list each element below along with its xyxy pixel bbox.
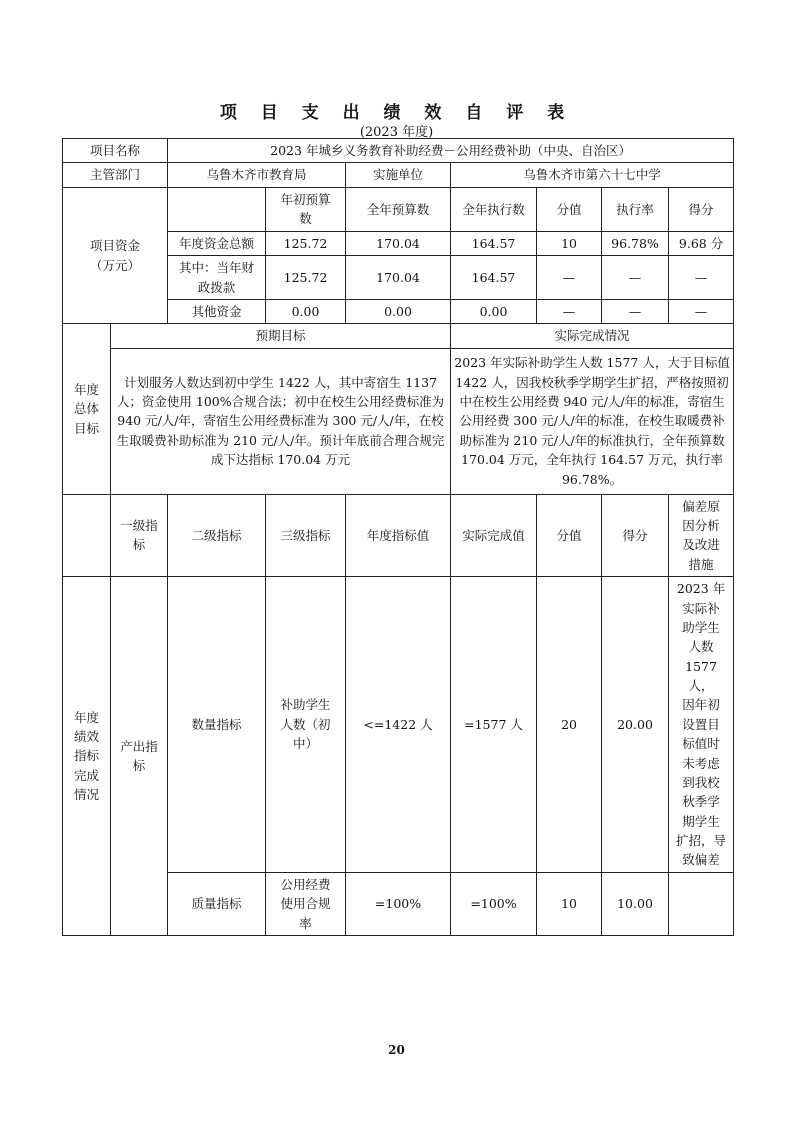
level1-output: 产出指 标 <box>111 577 168 936</box>
header-actual: 实际完成值 <box>451 494 537 577</box>
funds-header-initial: 年初预算 数 <box>266 187 346 231</box>
funds-cell-executed: 164.57 <box>451 256 537 300</box>
funds-header-row <box>63 187 734 231</box>
funds-header-annual: 全年预算数 <box>346 187 451 231</box>
actual-goal-text: 2023 年实际补助学生人数 1577 人，大于目标值 1422 人，因我校秋季学期学生扩招，严格按照初中在校生公用经费 940 元/人/年的标准，寄宿生公用经费 300 元/人/年的标准，在校生取暖费补助标准为 210 元/人/年的标准执行，全年预算数 170.04 万元，全年执行 164.57 万元，执行率 96.78%。 <box>451 348 734 494</box>
funds-cell-rate: 96.78% <box>602 231 669 255</box>
page-subtitle: (2023 年度) <box>359 125 434 140</box>
funds-header-blank <box>168 187 266 231</box>
funds-cell-initial: 125.72 <box>266 256 346 300</box>
indicator-row-quantity <box>63 577 734 873</box>
funds-cell-annual: 0.00 <box>346 299 451 323</box>
level2-cell: 质量指标 <box>168 872 266 935</box>
goals-content-row <box>63 348 734 494</box>
score-cell: 10.00 <box>602 872 669 935</box>
funds-cell-rate: — <box>602 299 669 323</box>
funds-cell-score: — <box>669 299 734 323</box>
score-cell: 20.00 <box>602 577 669 873</box>
project-name-label: 项目名称 <box>63 139 168 163</box>
expected-goal-header: 预期目标 <box>111 324 451 348</box>
actual-cell: =1577 人 <box>451 577 537 873</box>
indicator-header-blank <box>63 494 111 577</box>
indicator-header-row <box>63 494 734 577</box>
header-target: 年度指标值 <box>346 494 451 577</box>
funds-cell-annual: 170.04 <box>346 256 451 300</box>
score-value-cell: 10 <box>537 872 602 935</box>
funds-header-score: 得分 <box>669 187 734 231</box>
goals-label: 年度 总体 目标 <box>63 324 111 494</box>
funds-cell-executed: 0.00 <box>451 299 537 323</box>
impl-value: 乌鲁木齐市第六十七中学 <box>451 163 734 187</box>
expected-goal-text: 计划服务人数达到初中学生 1422 人，其中寄宿生 1137 人；资金使用 100%合规合法；初中在校生公用经费标准为 940 元/人/年，寄宿生公用经费标准为 300 元/人/年，在校生取暖费补助标准为 210 元/人/年。预计年底前合理合规完成下达指标 170.04 万元 <box>111 348 451 494</box>
deviation-cell <box>669 872 734 935</box>
project-name-row <box>63 139 734 163</box>
level3-cell: 补助学生 人数（初 中） <box>266 577 346 873</box>
funds-header-executed: 全年执行数 <box>451 187 537 231</box>
funds-cell-initial: 125.72 <box>266 231 346 255</box>
header-deviation: 偏差原 因分析 及改进 措施 <box>669 494 734 577</box>
evaluation-table <box>62 138 734 936</box>
funds-label: 项目资金 （万元） <box>63 187 168 324</box>
level3-cell: 公用经费 使用合规 率 <box>266 872 346 935</box>
header-score: 得分 <box>602 494 669 577</box>
header-level2: 二级指标 <box>168 494 266 577</box>
funds-header-rate: 执行率 <box>602 187 669 231</box>
deviation-cell: 2023 年 实际补 助学生 人数 1577 人， 因年初 设置目 标值时 未考虑 到我校 秋季学 期学生 扩招，导 致偏差 <box>669 577 734 873</box>
dept-label: 主管部门 <box>63 163 168 187</box>
target-cell: =100% <box>346 872 451 935</box>
funds-cell-initial: 0.00 <box>266 299 346 323</box>
funds-cell-rate: — <box>602 256 669 300</box>
funds-cell-executed: 164.57 <box>451 231 537 255</box>
funds-row-label: 其中：当年财 政拨款 <box>168 256 266 300</box>
indicator-section-label: 年度 绩效 指标 完成 情况 <box>63 577 111 936</box>
actual-cell: =100% <box>451 872 537 935</box>
target-cell: <=1422 人 <box>346 577 451 873</box>
header-level1: 一级指 标 <box>111 494 168 577</box>
score-value-cell: 20 <box>537 577 602 873</box>
level2-cell: 数量指标 <box>168 577 266 873</box>
department-row <box>63 163 734 187</box>
impl-label: 实施单位 <box>346 163 451 187</box>
project-name-value: 2023 年城乡义务教育补助经费－公用经费补助（中央、自治区） <box>168 139 734 163</box>
actual-goal-header: 实际完成情况 <box>451 324 734 348</box>
funds-header-score-value: 分值 <box>537 187 602 231</box>
header-level3: 三级指标 <box>266 494 346 577</box>
funds-cell-score: — <box>669 256 734 300</box>
funds-cell-score-value: 10 <box>537 231 602 255</box>
goals-header-row <box>63 324 734 348</box>
header-score-value: 分值 <box>537 494 602 577</box>
page-title: 项 目 支 出 绩 效 自 评 表 <box>219 103 574 123</box>
funds-cell-annual: 170.04 <box>346 231 451 255</box>
funds-row-label: 其他资金 <box>168 299 266 323</box>
page-number: 20 <box>388 1043 405 1057</box>
funds-cell-score-value: — <box>537 256 602 300</box>
funds-cell-score: 9.68 分 <box>669 231 734 255</box>
funds-cell-score-value: — <box>537 299 602 323</box>
funds-row-label: 年度资金总额 <box>168 231 266 255</box>
dept-value: 乌鲁木齐市教育局 <box>168 163 346 187</box>
